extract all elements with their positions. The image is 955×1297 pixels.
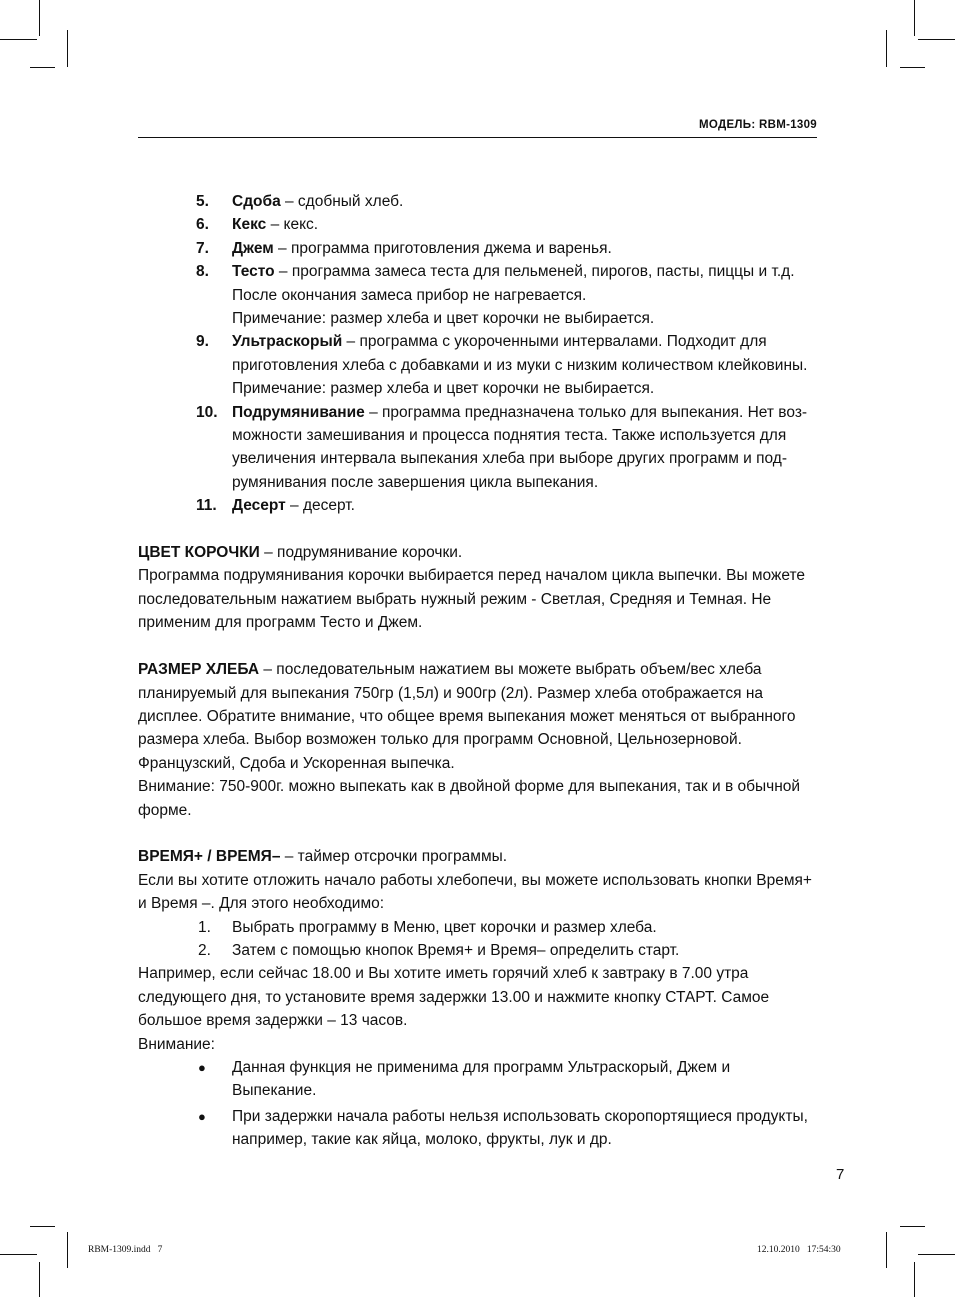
slug-file: RBM-1309.indd 7 xyxy=(88,1245,163,1255)
program-note: Примечание: размер хлеба и цвет корочки не выбирается. xyxy=(232,310,655,328)
paragraph-line: следующего дня, то установите время задержки 13.00 и нажмите кнопку СТАРТ. Самое xyxy=(138,988,770,1006)
page-content xyxy=(138,190,818,1154)
program-name: Кекс xyxy=(232,216,267,234)
list-item xyxy=(138,330,818,400)
step-number: 1. xyxy=(198,918,211,936)
bullet-item xyxy=(138,1105,818,1152)
program-name: Ультраскорый xyxy=(232,333,343,351)
crop-mark xyxy=(914,1262,915,1297)
paragraph-line: Французский, Сдоба и Ускоренная выпечка. xyxy=(138,754,455,772)
bullet-text: При задержки начала работы нельзя использовать скоропортящиеся продукты, xyxy=(232,1107,808,1125)
program-text: – программа предназначена только для выпекания. Нет воз- xyxy=(364,403,808,421)
program-name: Сдоба xyxy=(232,193,281,210)
paragraph-line: применим для программ Тесто и Джем. xyxy=(138,614,423,632)
crop-mark xyxy=(39,0,40,36)
crop-mark xyxy=(0,1254,37,1255)
crop-mark xyxy=(914,0,915,36)
list-number: 7. xyxy=(196,239,209,257)
section-heading: ВРЕМЯ+ / ВРЕМЯ– xyxy=(138,848,281,866)
crop-mark xyxy=(900,67,925,68)
crop-mark xyxy=(67,30,68,67)
list-item xyxy=(138,260,818,330)
program-text: – сдобный хлеб. xyxy=(280,193,404,210)
page-number: 7 xyxy=(836,1166,845,1183)
paragraph-line: Если вы хотите отложить начало работы хлебопечи, вы можете использовать кнопки Время+ xyxy=(138,871,812,889)
crop-mark xyxy=(918,1254,955,1255)
step-item xyxy=(138,939,818,962)
paragraph-line: Внимание: xyxy=(138,1035,215,1053)
header-model: МОДЕЛЬ: RBM-1309 xyxy=(699,119,817,131)
header-rule xyxy=(138,137,817,138)
bullet-text: Выпекание. xyxy=(232,1082,317,1100)
program-text: можности замешивания и процесса поднятия теста. Также используется для xyxy=(232,427,787,445)
section-text: – таймер отсрочки программы. xyxy=(280,848,508,866)
paragraph-line: последовательным нажатием выбрать нужный режим - Светлая, Средняя и Темная. Не xyxy=(138,590,772,608)
list-number: 8. xyxy=(196,263,209,281)
list-number: 10. xyxy=(196,403,218,421)
section-text: – подрумянивание корочки. xyxy=(259,544,463,562)
step-item xyxy=(138,916,818,939)
list-number: 6. xyxy=(196,216,209,234)
bullet-text: например, такие как яйца, молоко, фрукты, лук и др. xyxy=(232,1131,612,1149)
bullet-text: Данная функция не применима для программ Ультраскорый, Джем и xyxy=(232,1058,731,1076)
program-name: Джем xyxy=(232,239,274,257)
step-number: 2. xyxy=(198,941,211,959)
program-text: – программа замеса теста для пельменей, пирогов, пасты, пиццы и т.д. xyxy=(274,263,795,281)
section-text: – последовательным нажатием вы можете выбрать объем/вес хлеба xyxy=(259,661,762,679)
crop-mark xyxy=(900,1226,925,1227)
program-text: – программа приготовления джема и варенья. xyxy=(273,239,612,257)
crop-mark xyxy=(30,67,55,68)
step-text: Выбрать программу в Меню, цвет корочки и размер хлеба. xyxy=(232,918,657,936)
program-text: – кекс. xyxy=(266,216,319,234)
list-number: 11. xyxy=(196,497,217,515)
crop-mark xyxy=(67,1232,68,1268)
crust-section xyxy=(138,541,818,635)
paragraph-line: форме. xyxy=(138,801,192,819)
bullet-icon: ● xyxy=(198,1108,206,1124)
paragraph-line: планируемый для выпекания 750гр (1,5л) и 900гр (2л). Размер хлеба отображается на xyxy=(138,684,764,702)
bullet-item xyxy=(138,1056,818,1103)
list-item xyxy=(138,213,818,236)
paragraph-line: большое время задержки – 13 часов. xyxy=(138,1012,408,1030)
list-item xyxy=(138,401,818,495)
paragraph-line: дисплее. Обратите внимание, что общее время выпекания может меняться от выбранного xyxy=(138,707,796,725)
list-number: 9. xyxy=(196,333,209,351)
list-item xyxy=(138,190,818,213)
section-heading: РАЗМЕР ХЛЕБА xyxy=(138,661,260,679)
program-text: – десерт. xyxy=(285,497,355,515)
program-name: Тесто xyxy=(232,263,275,281)
bullet-icon: ● xyxy=(198,1059,206,1075)
program-text: – программа с укороченными интервалами. Подходит для xyxy=(342,333,767,351)
crop-mark xyxy=(918,39,955,40)
paragraph-line: размера хлеба. Выбор возможен только для программ Основной, Цельнозерновой. xyxy=(138,731,742,749)
crop-mark xyxy=(30,1226,55,1227)
program-note: Примечание: размер хлеба и цвет корочки не выбирается. xyxy=(232,380,655,398)
program-name: Десерт xyxy=(232,497,286,515)
list-item xyxy=(138,494,818,517)
timer-section xyxy=(138,845,818,1151)
paragraph-line: Например, если сейчас 18.00 и Вы хотите иметь горячий хлеб к завтраку в 7.00 утра xyxy=(138,965,749,983)
program-text: После окончания замеса прибор не нагревается. xyxy=(232,286,587,304)
program-list xyxy=(138,190,818,518)
slug-date: 12.10.2010 17:54:30 xyxy=(757,1245,841,1255)
program-text: увеличения интервала выпекания хлеба при выборе других программ и под- xyxy=(232,450,788,468)
crop-mark xyxy=(0,39,37,40)
step-text: Затем с помощью кнопок Время+ и Время– определить старт. xyxy=(232,941,680,959)
program-text: приготовления хлеба с добавками и из муки с низким количеством клейковины. xyxy=(232,356,808,374)
crop-mark xyxy=(886,1232,887,1268)
crop-mark xyxy=(39,1262,40,1297)
size-section xyxy=(138,658,818,822)
program-text: румянивания после завершения цикла выпекания. xyxy=(232,473,599,491)
paragraph-line: Внимание: 750-900г. можно выпекать как в двойной форме для выпекания, так и в обычной xyxy=(138,778,801,796)
list-item xyxy=(138,237,818,260)
program-name: Подрумянивание xyxy=(232,403,365,421)
paragraph-line: Программа подрумянивания корочки выбирается перед началом цикла выпечки. Вы можете xyxy=(138,567,806,585)
list-number: 5. xyxy=(196,193,209,210)
section-heading: ЦВЕТ КОРОЧКИ xyxy=(138,544,260,562)
crop-mark xyxy=(886,30,887,67)
paragraph-line: и Время –. Для этого необходимо: xyxy=(138,895,385,913)
